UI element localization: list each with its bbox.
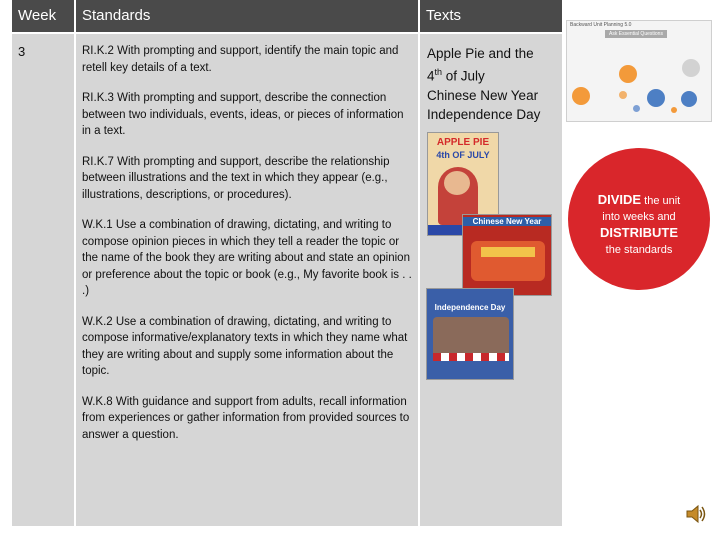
- text-chinese-new-year: Chinese New Year: [427, 87, 539, 103]
- divide-callout-text: [580, 192, 698, 258]
- bubble-small-blue: [633, 105, 640, 112]
- chinese-new-year-title: Chinese New Year: [463, 217, 551, 226]
- independence-day-title: Independence Day: [434, 303, 506, 312]
- bubble-small-orange-2: [671, 107, 677, 113]
- bubble-gray: [682, 59, 700, 77]
- dancers-detail: [481, 247, 535, 257]
- standard-ri-k-3: RI.K.3 With prompting and support, describe the connection between two individuals, events, ideas, or pieces of information in a text.: [82, 92, 404, 137]
- standard-ri-k-7: RI.K.7 With prompting and support, describe the relationship between illustrations and the text in which they appear (e.g., illustrations, descriptions, or procedures).: [82, 155, 390, 201]
- speaker-icon[interactable]: [684, 502, 708, 526]
- book-cover-independence-day: [426, 288, 514, 380]
- bubble-small-orange: [619, 91, 627, 99]
- thumbnail-caption: Backward Unit Planning 5.0: [570, 22, 632, 28]
- week-cell: [12, 34, 74, 526]
- callout-line-1: DIVIDE the unit: [597, 192, 681, 207]
- text-apple-pie-line1: Apple Pie and the: [427, 46, 534, 61]
- standard-w-k-1: W.K.1 Use a combination of drawing, dictating, and writing to compose opinion pieces in which they tell a reader the topic or the name of the book they are writing about and state an opinion or preference about the topic or book (e.g., My favorite book is . . .): [82, 219, 412, 297]
- standard-ri-k-2: RI.K.2 With prompting and support, identify the main topic and retell key details of a text.: [82, 45, 399, 74]
- standards-list: [82, 43, 412, 457]
- text-independence-day: Independence Day: [427, 106, 541, 122]
- thumbnail-heading: Ask Essential Questions: [605, 30, 667, 38]
- standard-w-k-2: W.K.2 Use a combination of drawing, dictating, and writing to compose informative/explanatory texts in which they name what they are writing about and supply some information about the topic.: [82, 315, 408, 377]
- header-standards: Standards: [76, 0, 418, 32]
- header-texts: Texts: [420, 0, 562, 32]
- book-cover-chinese-new-year: [462, 214, 552, 296]
- bubble-blue-2: [681, 91, 697, 107]
- bubble-orange-2: [572, 87, 590, 105]
- unit-planning-thumbnail: [566, 20, 712, 122]
- bubble-orange-1: [619, 65, 637, 83]
- standard-w-k-8: W.K.8 With guidance and support from adults, recall information from experiences or gather information from provided sources to answer a question.: [82, 395, 410, 441]
- week-number: 3: [18, 44, 26, 59]
- bubble-blue-1: [647, 89, 665, 107]
- callout-line-3: DISTRIBUTE: [600, 225, 678, 240]
- apple-pie-title-b: 4th OF JULY: [436, 150, 490, 160]
- girl-face: [444, 171, 470, 195]
- flag-stripes: [433, 353, 509, 361]
- callout-line-4: the standards: [605, 244, 673, 256]
- apple-pie-title-a: APPLE PIE: [436, 137, 490, 148]
- callout-line-2: into weeks and: [602, 211, 676, 223]
- text-apple-pie-line2: 4th of July: [427, 67, 485, 84]
- texts-list: [427, 44, 559, 124]
- header-week: Week: [12, 0, 74, 32]
